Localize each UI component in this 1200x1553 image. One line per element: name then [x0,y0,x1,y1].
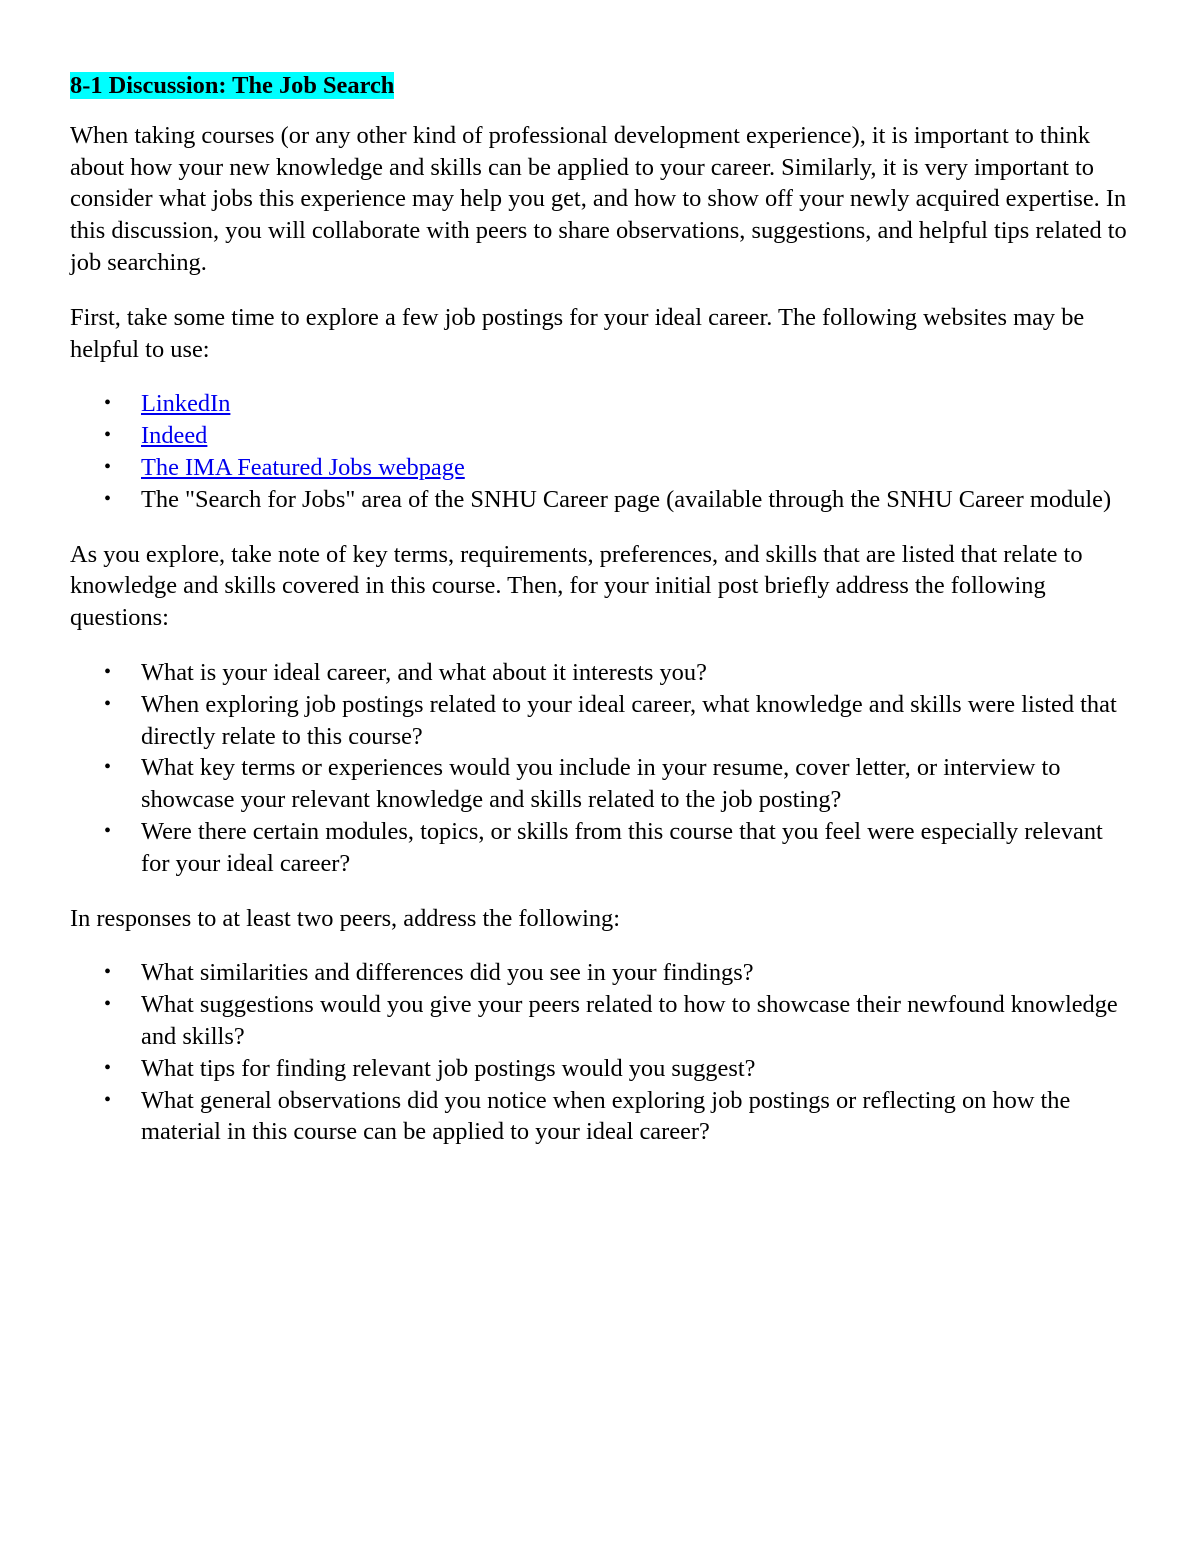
list-item [104,657,1130,689]
linkedin-link[interactable]: LinkedIn [141,390,231,418]
intro-paragraph: When taking courses (or any other kind of professional development experience), it is important to think about how your new knowledge and skills can be applied to your career. Similarly, it is very important to consider what jobs this experience may help you get, and how to show off your newly acquired expertise. In this discussion, you will collaborate with peers to share observations, suggestions, and helpful tips related to job searching. [70,121,1127,276]
bullet-icon: • [104,660,112,683]
list-item [104,1053,1130,1085]
explore-prompt-paragraph: First, take some time to explore a few job postings for your ideal career. The following websites may be helpful to use: [70,303,1085,363]
bullet-icon: • [104,487,112,510]
response-questions-list [70,957,1130,1148]
list-item [104,1085,1130,1149]
question-text: What is your ideal career, and what about it interests you? [141,658,707,686]
question-text: Were there certain modules, topics, or skills from this course that you feel were especially relevant for your ideal career? [141,817,1103,877]
indeed-link[interactable]: Indeed [141,422,208,450]
list-item [104,689,1130,753]
bullet-icon: • [104,1088,112,1111]
list-item [104,420,1130,452]
list-item [104,452,1130,484]
bullet-icon: • [104,756,112,779]
question-text: What key terms or experiences would you include in your resume, cover letter, or interview to showcase your relevant knowledge and skills related to the job posting? [141,754,1061,814]
list-item [104,816,1130,880]
initial-questions-list [70,657,1130,880]
page-title-text: 8-1 Discussion: The Job Search [70,72,395,99]
initial-post-prompt-paragraph: As you explore, take note of key terms, requirements, preferences, and skills that are listed that relate to knowledge and skills covered in this course. Then, for your initial post briefly address the following questions: [70,540,1083,632]
snhu-career-text: The "Search for Jobs" area of the SNHU Career page (available through the SNHU Career module) [141,485,1112,513]
list-item [104,957,1130,989]
bullet-icon: • [104,692,112,715]
question-text: When exploring job postings related to your ideal career, what knowledge and skills were listed that directly relate to this course? [141,690,1117,750]
list-item [104,484,1130,516]
bullet-icon: • [104,1056,112,1079]
bullet-icon: • [104,993,112,1016]
question-text: What general observations did you notice when exploring job postings or reflecting on how the material in this course can be applied to your ideal career? [141,1086,1071,1146]
page-title [70,70,1130,102]
bullet-icon: • [104,961,112,984]
websites-list [70,388,1130,515]
list-item [104,752,1130,816]
ima-featured-jobs-link[interactable]: The IMA Featured Jobs webpage [141,453,465,481]
bullet-icon: • [104,424,112,447]
list-item [104,989,1130,1053]
list-item [104,388,1130,420]
responses-prompt-paragraph: In responses to at least two peers, address the following: [70,904,621,932]
document-page [70,70,1130,1171]
question-text: What tips for finding relevant job postings would you suggest? [141,1054,756,1082]
bullet-icon: • [104,392,112,415]
question-text: What similarities and differences did you see in your findings? [141,959,754,987]
question-text: What suggestions would you give your peers related to how to showcase their newfound knowledge and skills? [141,991,1118,1050]
bullet-icon: • [104,455,112,478]
bullet-icon: • [104,819,112,842]
